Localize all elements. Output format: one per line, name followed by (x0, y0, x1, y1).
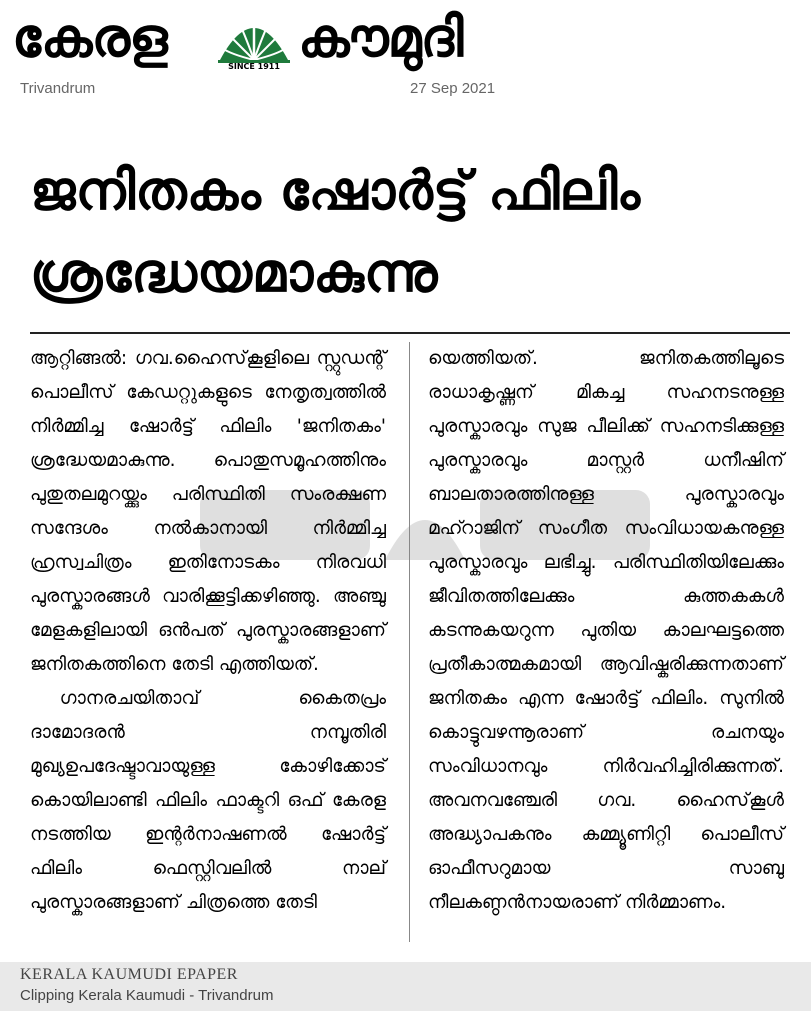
article-paragraph: ഗാനരചയിതാവ് കൈതപ്രം ദാമോദരൻ നമ്പൂതിരി മുഖ്യഉപദേഷ്ടാവായുള്ള കോഴിക്കോട് കൊയിലാണ്ടി ഫിലിം ഫാക്ടറി ഒഫ് കേരള നടത്തിയ ഇന്റർനാഷണൽ ഷോർട്ട് ഫിലിം ഫെസ്റ്റിവലിൽ നാല് പുരസ്കാരങ്ങളാണ് ചിത്രത്തെ തേടി (30, 688, 386, 913)
epaper-footer (0, 962, 811, 1011)
article-column-right (428, 342, 784, 920)
footer-title: KERALA KAUMUDI EPAPER (20, 966, 238, 983)
masthead (0, 0, 811, 108)
logo-text-right: കൗമുദി (298, 6, 463, 69)
article-paragraph: ആറ്റിങ്ങൽ: ഗവ.ഹൈസ്‌കൂളിലെ സ്റ്റുഡന്റ് പൊലീസ് കേഡറ്റുകളുടെ നേതൃത്വത്തിൽ നിർമ്മിച്ച ഷോർട്ട് ഫിലിം 'ജനിതകം' ശ്രദ്ധേയമാകുന്നു. പൊതുസമൂഹത്തിനും പുതുതലമുറയ്ക്കും പരിസ്ഥിതി സംരക്ഷണ സന്ദേശം നൽകാനായി നിർമ്മിച്ച ഹ്രസ്വചിത്രം ഇതിനോടകം നിരവധി പുരസ്കാരങ്ങൾ വാരിക്കൂട്ടിക്കഴിഞ്ഞു. അഞ്ചു മേളകളിലായി ഒൻപത് പുരസ്കാരങ്ങളാണ് ജനിതകത്തിനെ തേടി എത്തിയത്. (30, 348, 386, 675)
article-paragraph: യെത്തിയത്. ജനിതകത്തിലൂടെ രാധാകൃഷ്ണന് മികച്ച സഹനടനുള്ള പുരസ്കാരവും സുജ പീലിക്ക് സഹനടിക്കുള്ള പുരസ്കാരവും മാസ്റ്റർ ധനീഷിന് ബാലതാരത്തിനുള്ള പുരസ്കാരവും മഹ്റാജിന് സംഗീത സംവിധായകനുള്ള പുരസ്കാരവും ലഭിച്ചു. പരിസ്ഥിതിയിലേക്കും ജീവിതത്തിലേക്കും കുത്തകകൾ കടന്നുകയറുന്ന പുതിയ കാലഘട്ടത്തെ പ്രതീകാത്മകമായി ആവിഷ്കരിക്കുന്നതാണ് ജനിതകം എന്ന ഷോർട്ട് ഫിലിം. സുനിൽ കൊട്ടുവഴന്നൂരാണ് രചനയും സംവിധാനവും നിർവഹിച്ചിരിക്കുന്നത്. അവനവഞ്ചേരി ഗവ. ഹൈസ്‌കൂൾ അദ്ധ്യാപകനും കമ്മ്യൂണിറ്റി പൊലീസ് ഓഫീസറുമായ സാബു നീലകണ്ഠൻനായരാണ് നിർമ്മാണം. (428, 348, 785, 913)
article-headline (30, 150, 800, 314)
headline-line-2: ശ്രദ്ധേയമാകുന്നു (30, 241, 438, 304)
edition-place: Trivandrum (20, 80, 96, 97)
headline-line-1: ജനിതകം ഷോർട്ട് ഫിലിം (30, 159, 640, 222)
footer-subtitle: Clipping Kerala Kaumudi - Trivandrum (20, 987, 274, 1004)
article-column-left (30, 342, 386, 920)
logo-text-left: കേരള (12, 6, 167, 69)
since-label: SINCE 1911 (228, 62, 280, 71)
headline-rule (30, 332, 790, 334)
edition-date: 27 Sep 2021 (410, 80, 496, 97)
column-divider (409, 342, 410, 942)
